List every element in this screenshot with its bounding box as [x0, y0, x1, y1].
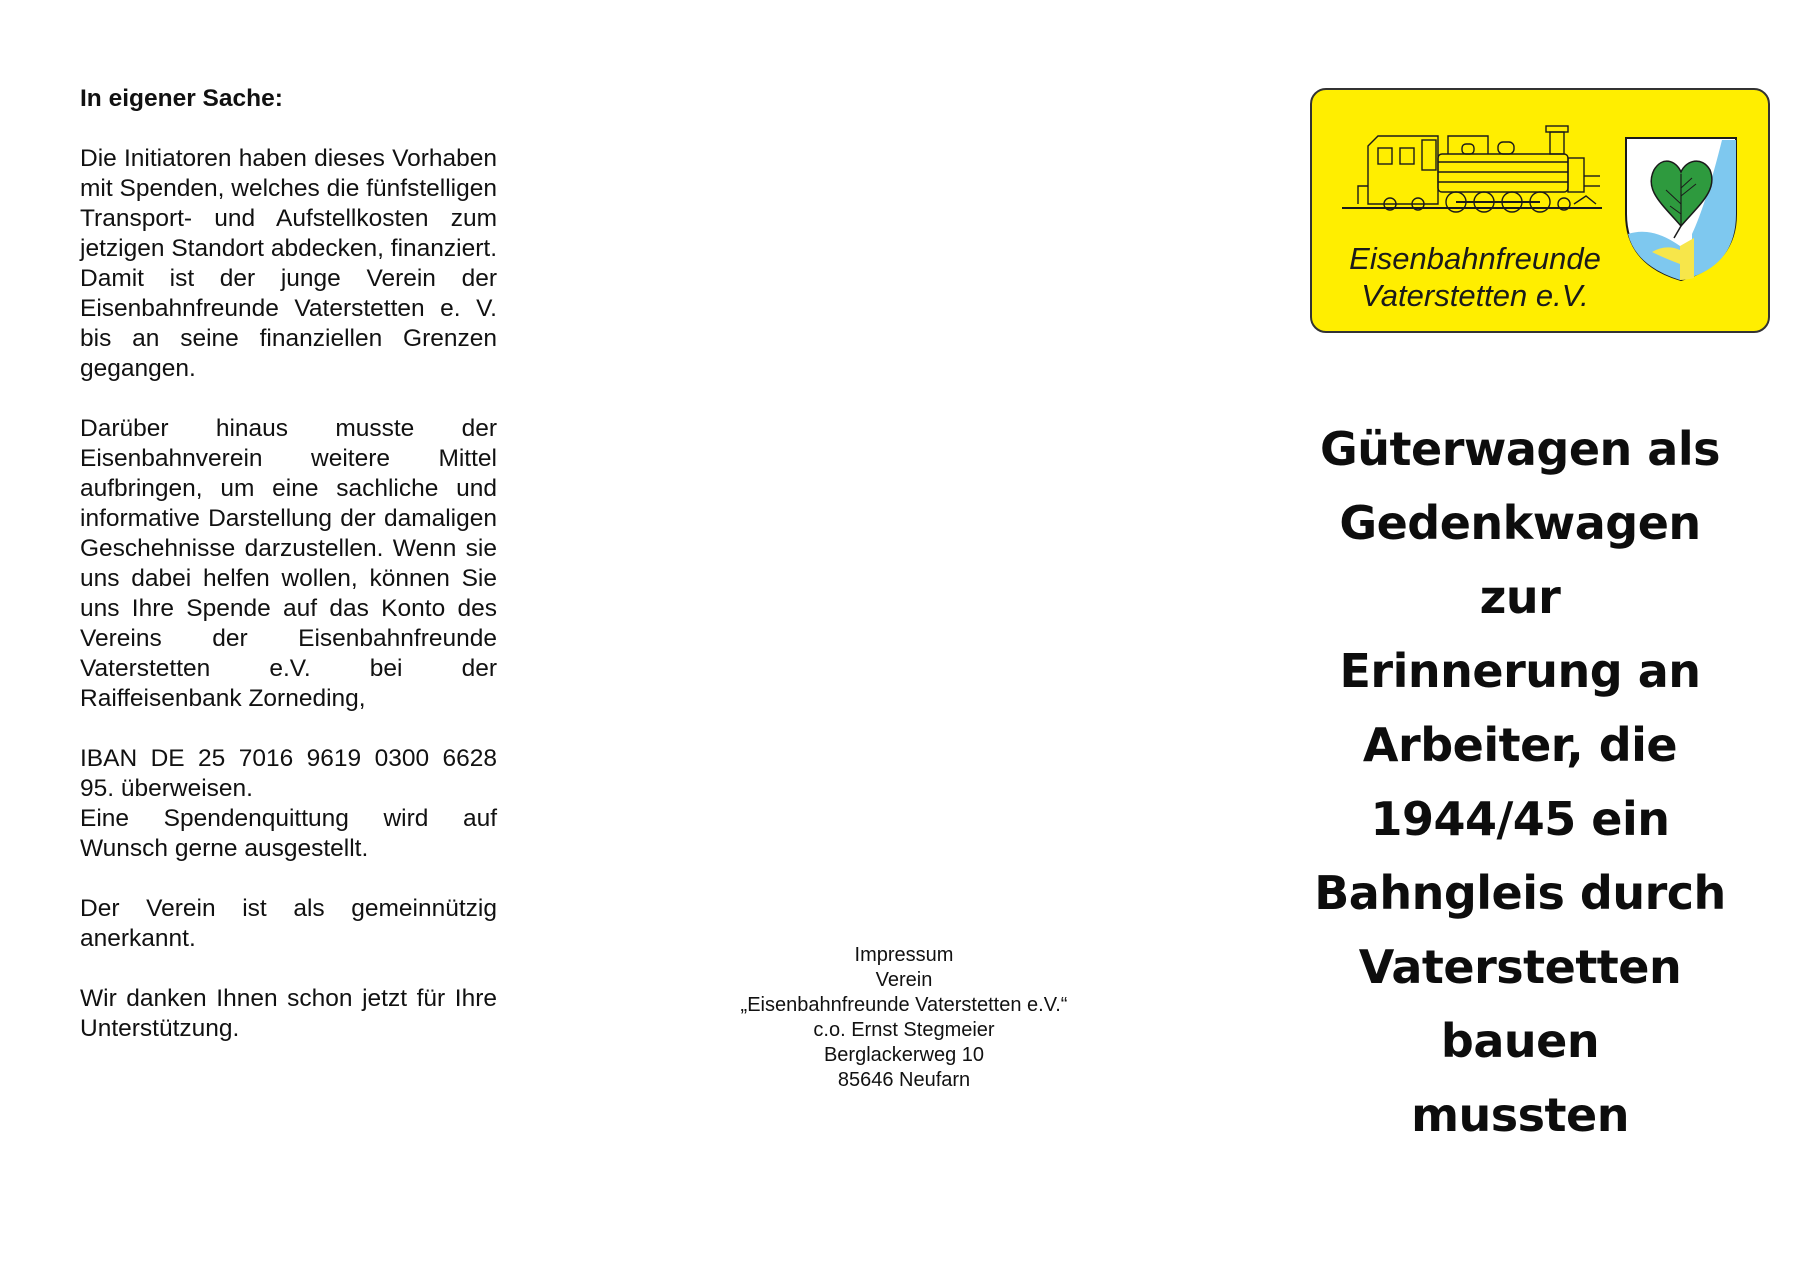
impressum — [720, 943, 1088, 1093]
left-column — [80, 84, 497, 1074]
thanks-paragraph: Wir danken Ihnen schon jetzt für Ihre Unterstützung. — [80, 985, 497, 1042]
steam-locomotive-icon — [1338, 116, 1606, 226]
donation-paragraph: Darüber hinaus musste der Eisenbahnverein weitere Mittel aufbringen, um eine sachliche und informative Darstellung der damaligen Geschehnisse darzustellen. Wenn sie uns dabei helfen wollen, können Sie uns Ihre Spende auf das Konto des Vereins der Eisenbahnfreunde Vaterstetten e.V. bei der Raiffeisenbank Zorneding, — [80, 415, 497, 712]
logo-line: Eisenbahnfreunde — [1349, 241, 1601, 276]
logo-wordmark — [1330, 240, 1620, 314]
charity-paragraph: Der Verein ist als gemeinnützig anerkannt. — [80, 895, 497, 952]
title-line: Güterwagen als — [1320, 422, 1720, 476]
impressum-line: Verein — [875, 969, 933, 991]
title-line: Gedenkwagen — [1339, 496, 1701, 550]
impressum-line: c.o. Ernst Stegmeier — [813, 1019, 995, 1041]
title-line: Erinnerung an — [1339, 644, 1701, 698]
brochure-title — [1290, 412, 1750, 1152]
impressum-heading: Impressum — [854, 944, 954, 966]
title-line: Bahngleis durch — [1314, 866, 1726, 920]
receipt-paragraph: Eine Spendenquittung wird auf Wunsch gerne ausgestellt. — [80, 805, 497, 862]
section-heading: In eigener Sache: — [80, 85, 283, 112]
impressum-line: Berglackerweg 10 — [823, 1044, 985, 1066]
impressum-line: „Eisenbahnfreunde Vaterstetten e.V.“ — [740, 994, 1068, 1016]
title-line: Vaterstetten — [1358, 940, 1682, 994]
club-logo — [1310, 88, 1770, 333]
title-line: zur — [1479, 570, 1561, 624]
title-line: mussten — [1411, 1088, 1629, 1142]
title-line: 1944/45 ein — [1370, 792, 1670, 846]
iban-paragraph: IBAN DE 25 7016 9619 0300 6628 95. überweisen. — [80, 745, 497, 802]
title-line: Arbeiter, die — [1362, 718, 1678, 772]
logo-line: Vaterstetten e.V. — [1361, 278, 1589, 313]
title-line: bauen — [1440, 1014, 1600, 1068]
funding-paragraph: Die Initiatoren haben dieses Vorhaben mit Spenden, welches die fünfstelligen Transport- und Aufstellkosten zum jetzigen Standort abdecken, finanziert. Damit ist der junge Verein der Eisenbahnfreunde Vaterstetten e. V. bis an seine finanziellen Grenzen gegangen. — [80, 145, 497, 382]
coat-of-arms-icon — [1622, 134, 1740, 284]
impressum-line: 85646 Neufarn — [837, 1069, 971, 1091]
